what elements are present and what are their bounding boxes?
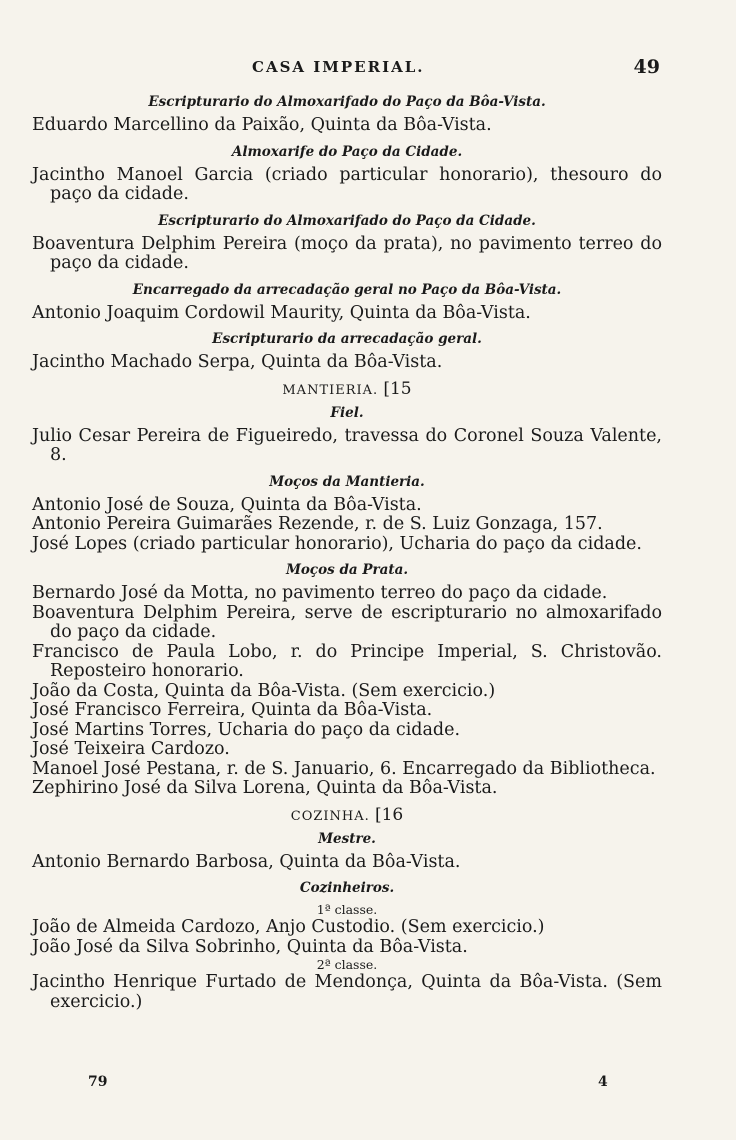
section-name: MANTIERIA. xyxy=(282,382,379,398)
entry: Jacintho Machado Serpa, Quinta da Bôa-Vista. xyxy=(32,352,443,372)
entry: Boaventura Delphim Pereira, serve de escripturario no almoxarifado do paço da cidade. xyxy=(32,602,662,642)
subsection-heading: Escripturario do Almoxarifado do Paço da Bôa-Vista. xyxy=(148,94,546,110)
page-body xyxy=(32,90,662,1012)
subsection-heading: Moços da Mantieria. xyxy=(269,473,425,490)
subsection-heading: Fiel. xyxy=(330,404,364,421)
entry: Zephirino José da Silva Lorena, Quinta da Bôa-Vista. xyxy=(32,778,498,798)
sheet-mark: 4 xyxy=(598,1074,608,1090)
subsection-heading: Cozinheiros. xyxy=(299,880,395,896)
entry: Antonio Pereira Guimarães Rezende, r. de S. Luiz Gonzaga, 157. xyxy=(32,514,603,534)
section-number: [15 xyxy=(383,378,412,399)
entry: João da Costa, Quinta da Bôa-Vista. (Sem exercicio.) xyxy=(32,680,496,701)
subsection-heading: Encarregado da arrecadação geral no Paço da Bôa-Vista. xyxy=(132,281,562,298)
entry: Bernardo José da Motta, no pavimento terreo do paço da cidade. xyxy=(32,583,608,603)
page-number: 49 xyxy=(633,56,660,78)
entry: Francisco de Paula Lobo, r. do Principe Imperial, S. Christovão. Reposteiro honorario. xyxy=(32,641,662,681)
section-number: [16 xyxy=(374,804,404,825)
entry: Boaventura Delphim Pereira (moço da prata), no pavimento terreo do paço da cidade. xyxy=(32,233,662,273)
entry: Antonio José de Souza, Quinta da Bôa-Vista. xyxy=(32,494,422,515)
entry: José Lopes (criado particular honorario), Ucharia do paço da cidade. xyxy=(32,533,642,554)
entry: Jacintho Henrique Furtado de Mendonça, Quinta da Bôa-Vista. (Sem exercicio.) xyxy=(32,972,662,1012)
entry: José Teixeira Cardozo. xyxy=(32,739,230,759)
subsection-heading: Moços da Prata. xyxy=(285,562,409,578)
subsection-heading: Escripturario da arrecadação geral. xyxy=(212,331,482,347)
entry: Antonio Joaquim Cordowil Maurity, Quinta da Bôa-Vista. xyxy=(32,302,531,323)
class-label: 1ª classe. xyxy=(316,902,378,917)
entry: Antonio Bernardo Barbosa, Quinta da Bôa-Vista. xyxy=(32,851,461,872)
subsection-heading: Escripturario do Almoxarifado do Paço da Cidade. xyxy=(158,212,536,229)
class-label: 2ª classe. xyxy=(316,957,378,972)
page-footer xyxy=(0,1074,736,1094)
entry: Eduardo Marcellino da Paixão, Quinta da Bôa-Vista. xyxy=(32,115,492,135)
subsection-heading: Almoxarife do Paço da Cidade. xyxy=(231,143,463,160)
subsection-heading: Mestre. xyxy=(318,830,376,847)
entry: Manoel José Pestana, r. de S. Januario, 6. Encarregado da Bibliotheca. xyxy=(32,758,656,779)
signature-mark: 79 xyxy=(88,1074,108,1090)
entry: Julio Cesar Pereira de Figueiredo, travessa do Coronel Souza Valente, 8. xyxy=(32,425,662,465)
section-title-cozinha xyxy=(32,805,662,827)
entry: José Francisco Ferreira, Quinta da Bôa-Vista. xyxy=(32,700,433,720)
page-header xyxy=(0,58,736,82)
section-title-mantieria xyxy=(32,379,662,401)
entry: Jacintho Manoel Garcia (criado particular honorario), thesouro do paço da cidade. xyxy=(32,164,662,204)
running-title: CASA IMPERIAL. xyxy=(252,58,425,76)
section-name: COZINHA. xyxy=(290,808,370,824)
entry: João José da Silva Sobrinho, Quinta da Bôa-Vista. xyxy=(32,936,468,957)
entry: José Martins Torres, Ucharia do paço da cidade. xyxy=(32,719,461,740)
entry: João de Almeida Cardozo, Anjo Custodio. (Sem exercicio.) xyxy=(32,917,545,937)
